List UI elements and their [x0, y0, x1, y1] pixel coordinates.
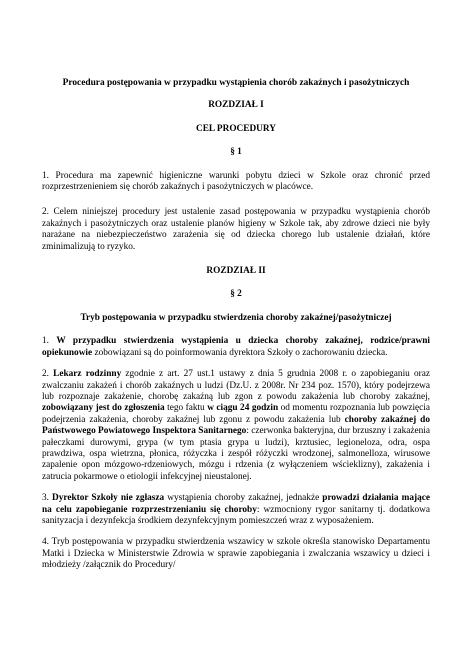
paragraph-5-text-2: : wzmocniony rygor sanitarny tj. dodatkowa sanityzacja i dezynfekcja środkiem dezynfekcyjnym pomieszczeń wraz z wyposażeniem. [42, 504, 430, 526]
chapter-1-subtitle: CEL PROCEDURY [196, 123, 276, 134]
section-2-title: Tryb postępowania w przypadku stwierdzenia choroby zakaźnej/pasożytniczej [80, 312, 392, 323]
paragraph-4-text-1: zgodnie z art. 27 ust.1 ustawy z dnia 5 grudnia 2008 r. o zapobieganiu oraz zwalczaniu zakażeń i chorób zakaźnych u ludzi (Dz.U. z 2008r. Nr 234 poz. 1570), który podejrzewa lub rozpoznaje zakażenie, chorobę zakaźną lub zgon z powodu zakażenia lub choroby zakaźnej, [42, 369, 430, 402]
paragraph-3-text: zobowiązani są do poinformowania dyrektora Szkoły o zachorowaniu dziecka. [92, 347, 388, 358]
paragraph-5-text-1: wystąpienia choroby zakaźnej, jednakże [164, 493, 323, 504]
section-1-heading: § 1 [230, 147, 242, 158]
paragraph-4-bold-2: zobowiązany jest do zgłoszenia [42, 403, 165, 414]
paragraph-3-number: 1. [42, 336, 57, 347]
paragraph-6: 4. Tryb postępowania w przypadku stwierdzenia wszawicy w szkole określa stanowisko Departamentu Matki i Dziecka w Ministerstwie Zdrowia w sprawie zapobiegania i zwalczania wszawicy u dzieci i młodzieży /załącznik do Procedury/ [42, 537, 430, 571]
paragraph-5-bold-1: Dyrektor Szkoły nie zgłasza [52, 493, 165, 504]
paragraph-4-text-2: tego faktu [164, 403, 208, 414]
paragraph-4-bold-1: Lekarz rodzinny [53, 369, 122, 380]
paragraph-5-bold-2: prowadzi działania mające na celu zapobieganie rozprzestrzenianiu się choroby [42, 493, 430, 515]
paragraph-4 [42, 369, 430, 483]
paragraph-3 [42, 336, 430, 359]
paragraph-1: 1. Procedura ma zapewnić higieniczne warunki pobytu dzieci w Szkole oraz chronić przed rozprzestrzenieniem się chorób zakaźnych i pasożytniczych w placówce. [42, 170, 430, 193]
section-2-heading: § 2 [230, 289, 242, 300]
paragraph-3-bold: W przypadku stwierdzenia wystąpienia u dziecka choroby zakaźnej, rodzice/prawni opiekunowie [42, 336, 430, 358]
chapter-2-heading: ROZDZIAŁ II [206, 266, 266, 277]
paragraph-4-text-4: : czerwonka bakteryjna, dur brzuszny i zakażenia pałeczkami durowymi, grypa (w tym ptasia grypa u ludzi), krztusiec, legioneloza, odra, ospa prawdziwa, ospa wietrzna, płonica, różyczka i zespół różyczki wrodzonej, salmonelloza, wirusowe zapalenie opon mózgowo-rdzeniowych, mózgu i rdzenia (z wyłączeniem wścieklizny), zakażenia i zatrucia pokarmowe o etiologii infekcyjnej nieustalonej. [42, 426, 430, 482]
paragraph-5-number: 3. [42, 493, 53, 504]
paragraph-2: 2. Celem niniejszej procedury jest ustalenie zasad postępowania w przypadku wystąpienia chorób zakaźnych i pasożytniczych oraz ustalenie planów higieny w Szkole tak, aby zdrowe dzieci nie były narażane na niebezpieczeństwo zarażenia się od dziecka chorego lub ustalenie działań, które zminimalizują to ryzyko. [42, 207, 430, 252]
paragraph-4-bold-4: choroby zakaźnej do Państwowego Powiatowego Inspektora Sanitarnego [42, 414, 431, 437]
paragraph-4-bold-3: w ciągu 24 godzin [207, 403, 279, 414]
paragraph-4-number: 2. [42, 369, 54, 380]
paragraph-4-text-3: od momentu rozpoznania lub powzięcia podejrzenia zakażenia, choroby zakaźnej lub zgonu z powodu zakażenia lub [42, 403, 430, 425]
paragraph-5 [42, 493, 430, 527]
document-title: Procedura postępowania w przypadku wystąpienia chorób zakaźnych i pasożytniczych [62, 78, 410, 88]
chapter-1-heading: ROZDZIAŁ I [208, 100, 264, 111]
